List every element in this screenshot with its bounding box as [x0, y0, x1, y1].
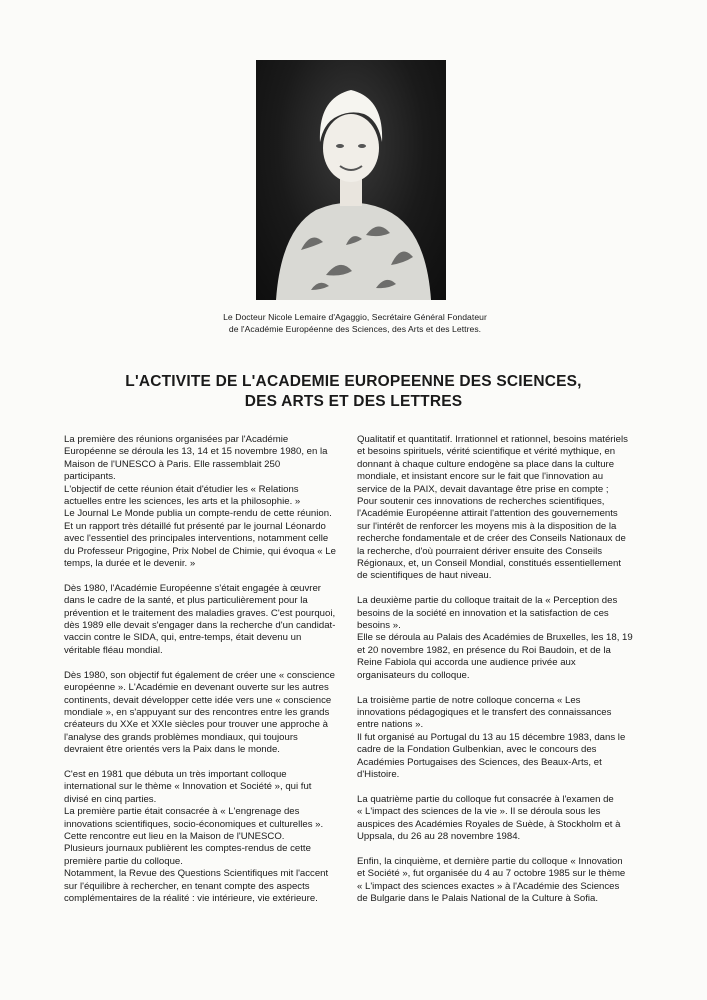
paragraph [64, 670, 336, 757]
text-line: véritable fléau mondial. [64, 644, 163, 656]
text-line: la recherche, d'où pourraient dériver ensuite des Conseils [357, 545, 603, 557]
text-line: La première partie était consacrée à « L'engrenage des [64, 806, 300, 818]
text-line: l'Académie Européenne attirait l'attention des gouvernements [357, 508, 618, 520]
text-line: Elle se déroula au Palais des Académies de Bruxelles, les 18, 19 [357, 632, 633, 644]
text-line: Le Journal Le Monde publia un compte-rendu de cette réunion. [64, 508, 332, 520]
text-line: innovations scientifiques, socio-économiques et culturelles ». [64, 818, 324, 830]
text-line: prévention et le traitement des maladies graves. C'est pourquoi, [64, 607, 336, 619]
text-line: Qualitatif et quantitatif. Irrationnel et rationnel, besoins matériels [357, 434, 628, 445]
text-line: dès 1989 elle devait s'engager dans la recherche d'un candidat- [64, 620, 336, 632]
text-line: La quatrième partie du colloque fut consacrée à l'examen de [357, 793, 614, 805]
text-line: besoins ». [357, 620, 401, 632]
title-line: L'ACTIVITE DE L'ACADEMIE EUROPEENNE DES SCIENCES, [125, 373, 582, 390]
photo-caption [150, 311, 560, 335]
text-line: La première des réunions organisées par l'Académie [64, 434, 289, 445]
title-line: DES ARTS ET DES LETTRES [244, 393, 463, 410]
text-line: et 20 novembre 1982, en présence du Roi Baudoin, et de la [357, 644, 611, 656]
text-line: du Professeur Prigogine, Prix Nobel de Chimie, qui évoqua « Le [64, 545, 336, 557]
text-line: recherche fondamentale et de créer des Conseils Nationaux de [357, 533, 626, 545]
text-line: première partie du colloque. [64, 855, 183, 867]
text-line: La deuxième partie du colloque traitait de la « Perception des [357, 595, 618, 607]
text-line: innovations pédagogiques et le transfert des connaissances [357, 706, 612, 718]
text-line: organisateurs du colloque. [357, 669, 470, 681]
text-line: C'est en 1981 que débuta un très important colloque [64, 768, 287, 780]
text-line: « L'impact des sciences exactes » à l'Académie des Sciences [357, 880, 620, 892]
text-line: international sur le thème « Innovation et Société », qui fut [64, 781, 312, 793]
text-line: Uppsala, du 26 au 28 novembre 1984. [357, 830, 521, 842]
text-line: continents, devait développer cette idée vers une « conscience [64, 694, 332, 706]
text-line: d'Histoire. [357, 768, 400, 780]
caption-line: Le Docteur Nicole Lemaire d'Agaggio, Secrétaire Général Fondateur [223, 312, 487, 322]
portrait-photo [256, 60, 446, 300]
text-line: La troisième partie de notre colloque concerna « Les [357, 694, 581, 706]
text-line: européenne ». L'Académie en devenant ouverte sur les autres [64, 682, 329, 694]
text-line: besoins de la société en innovation et la satisfaction de ces [357, 607, 609, 619]
text-line: complémentaires de la réalité : vie intérieure, vie extérieure. [64, 892, 318, 904]
text-line: mondiale, et insistant encore sur le fait que l'innovation au [357, 471, 604, 483]
text-line: créateurs du XXe et XXIe siècles pour trouver une approche à [64, 719, 328, 731]
text-line: et besoins spirituels, vérité scientifique et vérité mythique, en [357, 446, 616, 458]
paragraph [357, 595, 635, 682]
text-line: Il fut organisé au Portugal du 13 au 15 décembre 1983, dans le [357, 731, 626, 743]
text-line: auspices des Académies Royales de Suède, à Stockholm et à [357, 818, 621, 830]
text-line: dans le cadre de la santé, et plus particulièrement pour la [64, 595, 308, 607]
text-line: donnant à chaque culture endogène sa place dans la culture [357, 458, 615, 470]
paragraph [357, 695, 635, 782]
text-line: et Société », fut organisée du 4 au 7 octobre 1985 sur le thème [357, 868, 626, 880]
caption-line: de l'Académie Européenne des Sciences, des Arts et des Lettres. [228, 324, 482, 334]
text-line: Cette rencontre eut lieu en la Maison de l'UNESCO. [64, 830, 285, 842]
text-line: Dès 1980, son objectif fut également de créer une « conscience [64, 669, 335, 681]
text-line: mondiale », en s'appuyant sur des rencontres entre les grands [64, 706, 330, 718]
text-line: temps, la durée et le devenir. » [64, 558, 196, 570]
text-line: sur l'équilibre à rechercher, en tenant compte des aspects [64, 880, 310, 892]
text-line: avec l'essentiel des principales interventions, notamment celle [64, 533, 329, 545]
text-line: Reine Fabiola qui accorda une audience privée aux [357, 657, 576, 669]
text-line: Et un rapport très détaillé fut présenté par le journal Léonardo [64, 520, 326, 532]
left-column [64, 434, 336, 918]
text-line: Plusieurs journaux publièrent les comptes-rendus de cette [64, 843, 311, 855]
text-line: Enfin, la cinquième, et dernière partie du colloque « Innovation [357, 855, 623, 867]
text-line: Académies Portugaises des Sciences, des Beaux-Arts, et [357, 756, 602, 768]
text-line: de Bulgarie dans le Palais National de la Culture à Sofia. [357, 892, 599, 904]
text-line: Pour soutenir ces innovations de recherches scientifiques, [357, 496, 605, 508]
text-line: « L'impact des sciences de la vie ». Il se déroula sous les [357, 806, 601, 818]
paragraph [64, 769, 336, 905]
text-line: L'objectif de cette réunion était d'étudier les « Relations [64, 483, 299, 495]
text-line: participants. [64, 471, 116, 483]
text-line: Régionaux, et, un Conseil Mondial, constitués essentiellement [357, 558, 621, 570]
text-line: de scientifiques de haut niveau. [357, 570, 492, 582]
right-column [357, 434, 635, 918]
paragraph [64, 583, 336, 657]
text-line: entre nations ». [357, 719, 424, 731]
text-line: devraient être orientés vers la Paix dans le monde. [64, 744, 280, 756]
text-line: cadre de la Fondation Gulbenkian, avec le concours des [357, 744, 597, 756]
text-line: Européenne se déroula les 13, 14 et 15 novembre 1980, en la [64, 446, 328, 458]
paragraph [357, 856, 635, 906]
page-title [60, 372, 647, 412]
text-line: actuelles entre les sciences, les arts et la philosophie. » [64, 496, 301, 508]
text-line: l'analyse des grands problèmes mondiaux, qui toujours [64, 731, 298, 743]
text-line: Notamment, la Revue des Questions Scientifiques mit l'accent [64, 868, 329, 880]
text-line: divisé en cinq parties. [64, 793, 157, 805]
text-line: vaccin contre le SIDA, qui, entre-temps, était devenu un [64, 632, 302, 644]
text-line: Maison de l'UNESCO à Paris. Elle rassemblait 250 [64, 458, 281, 470]
text-line: sur l'intérêt de renforcer les moyens mis à la disposition de la [357, 520, 617, 532]
paragraph [357, 794, 635, 844]
paragraph [357, 434, 635, 583]
text-line: Dès 1980, l'Académie Européenne s'était engagée à œuvrer [64, 582, 321, 594]
text-line: service de la PAIX, devait davantage être prise en compte ; [357, 483, 609, 495]
paragraph [64, 434, 336, 570]
